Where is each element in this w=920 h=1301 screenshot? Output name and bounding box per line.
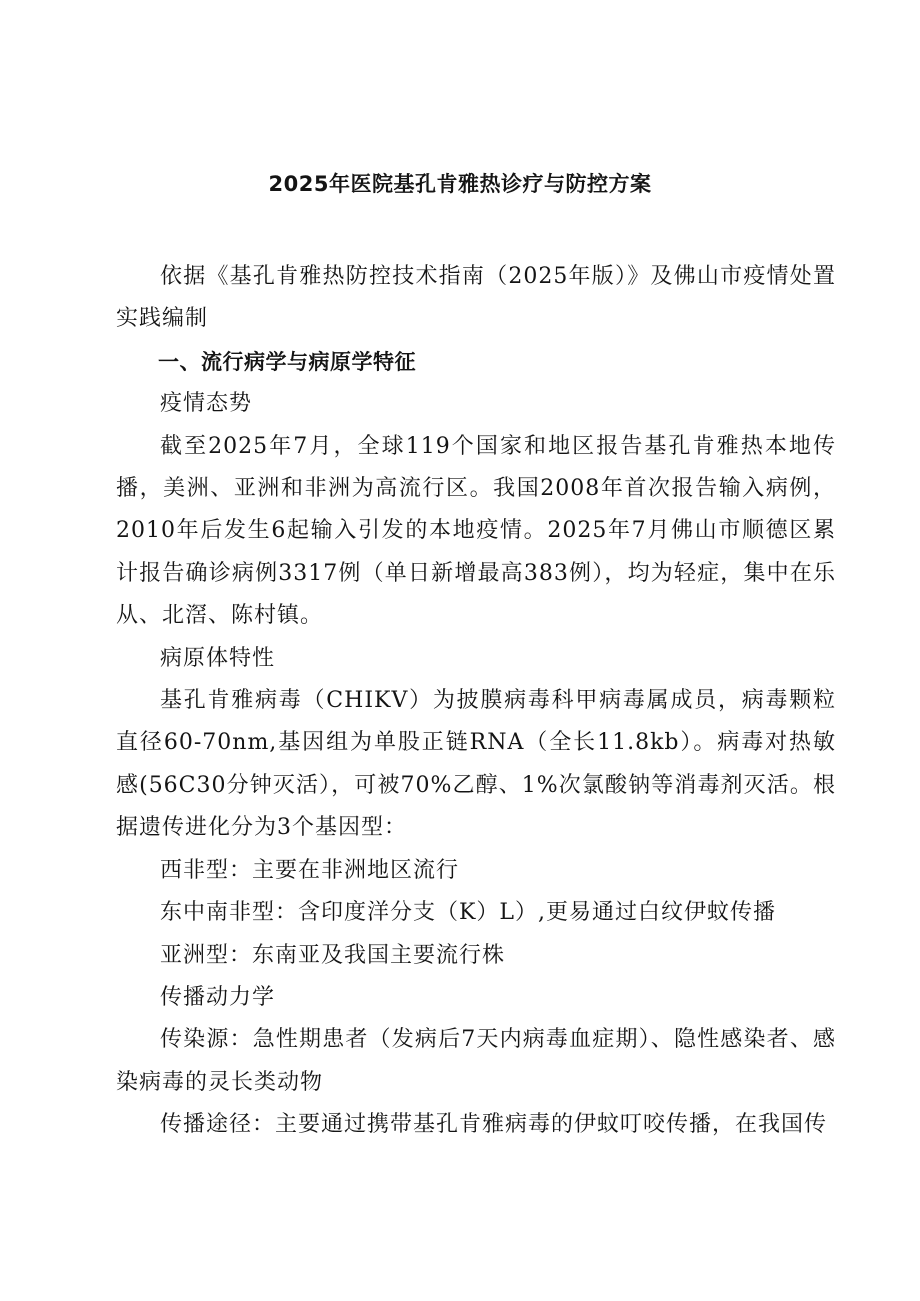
pathogen-paragraph: 基孔肯雅病毒（CHIKV）为披膜病毒科甲病毒属成员，病毒颗粒直径60-70nm,基因组为单股正链RNA（全长11.8kb）。病毒对热敏感(56C30分钟灭活），可被70%乙醇、1%次氯酸钠等消毒剂灭活。根据遗传进化分为3个基因型： [116,688,836,841]
intro-paragraph: 依据《基孔肯雅热防控技术指南（2025年版）》及佛山市疫情处置实践编制 [116,264,836,332]
infection-source-paragraph: 传染源：急性期患者（发病后7天内病毒血症期）、隐性感染者、感染病毒的灵长类动物 [116,1027,836,1095]
subheading-pathogen: 病原体特性 [160,645,276,671]
document-body [116,256,836,1147]
subheading-transmission: 传播动力学 [160,984,276,1010]
subheading-epidemic-situation: 疫情态势 [160,391,253,417]
section-heading-1: 一、流行病学与病原学特征 [158,349,416,374]
epidemic-situation-paragraph: 截至2025年7月，全球119个国家和地区报告基孔肯雅热本地传播，美洲、亚洲和非洲为高流行区。我国2008年首次报告输入病例，2010年后发生6起输入引发的本地疫情。2025年7月佛山市顺德区累计报告确诊病例3317例（单日新增最高383例），均为轻症，集中在乐从、北滘、陈村镇。 [116,433,836,629]
genotype-west-africa: 西非型：主要在非洲地区流行 [160,857,460,883]
transmission-route-paragraph: 传播途径：主要通过携带基孔肯雅病毒的伊蚊叮咬传播，在我国传 [160,1112,828,1138]
genotype-asia: 亚洲型：东南亚及我国主要流行株 [160,942,506,968]
document-title: 2025年医院基孔肯雅热诊疗与防控方案 [268,172,652,196]
genotype-ecsa: 东中南非型：含印度洋分支（K）L）,更易通过白纹伊蚊传播 [160,900,777,926]
